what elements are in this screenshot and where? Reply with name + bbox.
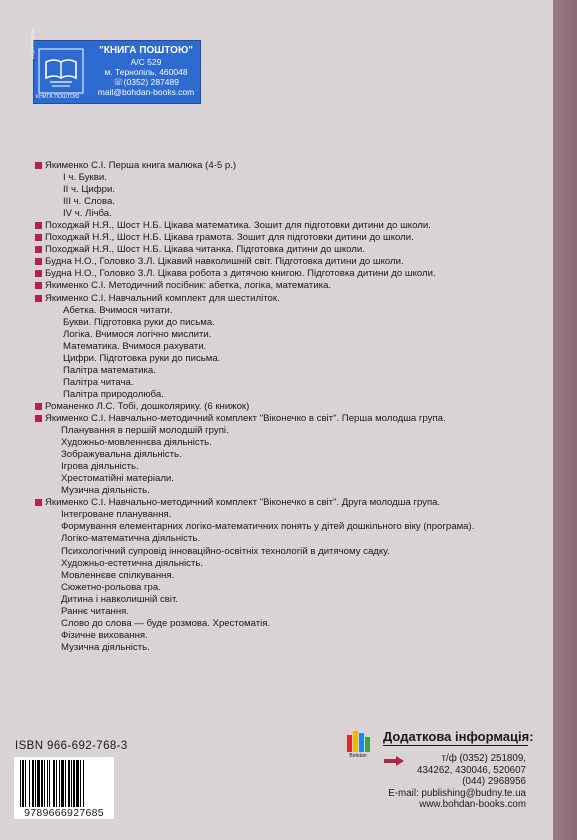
barcode-bar xyxy=(49,760,50,808)
barcode-number: 9789666927685 xyxy=(14,807,114,819)
contact-line: E-mail: publishing@budny.te.ua xyxy=(388,787,526,799)
sub-list-item: Інтегроване планування. xyxy=(61,509,172,521)
barcode-bar xyxy=(25,760,26,808)
sub-list-item: Планування в першій молодшій групі. xyxy=(61,425,229,437)
sub-list-item: ІІ ч. Цифри. xyxy=(63,184,116,196)
barcode-bar xyxy=(20,760,21,808)
contact-line: т/ф (0352) 251809, xyxy=(441,753,526,764)
barcode-bar xyxy=(56,760,57,808)
barcode-bar xyxy=(41,760,43,808)
sub-list-item: Психологічний супровід інноваційно-освітніх технологій в дитячому садку. xyxy=(61,545,390,557)
sub-list-item: ІІІ ч. Слова. xyxy=(63,196,115,208)
sub-list-item: Дитина і навколишній світ. xyxy=(61,593,178,605)
stamp-line-2: м. Тернопіль, 460048 xyxy=(104,67,188,77)
barcode-bar xyxy=(22,760,24,808)
sub-list-item: Сюжетно-рольова гра. xyxy=(61,581,161,593)
barcode-bar xyxy=(29,760,30,808)
barcode-bar xyxy=(44,760,45,808)
barcode-bar xyxy=(47,760,48,808)
mail-order-stamp xyxy=(30,28,201,104)
barcode-bar xyxy=(37,760,40,808)
sub-list-item: Музична діяльність. xyxy=(61,641,150,653)
list-item: Будна Н.О., Головко З.Л. Цікава робота з дитячою книгою. Підготовка дитини до школи. xyxy=(35,268,555,280)
book-list xyxy=(35,160,555,654)
sub-list-item: Палітра природолюба. xyxy=(63,388,164,400)
stamp-address xyxy=(92,45,200,97)
barcode-bar xyxy=(61,760,64,808)
info-title: Додаткова інформація: xyxy=(383,729,534,744)
sub-list-item: Художньо-мовленнєва діяльність. xyxy=(61,437,212,449)
sub-list-item: Палітра читача. xyxy=(63,376,134,388)
publisher-logo-icon xyxy=(344,726,372,758)
list-item: Якименко С.І. Навчально-методичний комплект "Віконечко в світ". Друга молодша група. xyxy=(35,497,555,509)
stamp-side-text: ВИДАВНИЦТВО xyxy=(30,28,35,59)
sub-list-item: Формування елементарних логіко-математичних понять у дітей дошкільного віку (програма). xyxy=(61,521,475,533)
barcode-bar xyxy=(80,760,81,808)
barcode-bar xyxy=(76,760,79,808)
stamp-line-3: ☏(0352) 287489 xyxy=(113,77,179,87)
barcode-bar xyxy=(73,760,75,808)
sub-list-item: Цифри. Підготовка руки до письма. xyxy=(63,352,221,364)
contact-line: 434262, 430046, 520607 xyxy=(417,764,526,776)
stamp-title: "КНИГА ПОШТОЮ" xyxy=(99,45,193,56)
sub-list-item: Музична діяльність. xyxy=(61,485,150,497)
barcode-bar xyxy=(32,760,34,808)
list-item: Походжай Н.Я., Шост Н.Б. Цікава математика. Зошит для підготовки дитини до школи. xyxy=(35,220,555,232)
list-item: Якименко С.І. Навчальний комплект для шестиліток. xyxy=(35,293,555,305)
isbn: ISBN 966-692-768-3 xyxy=(15,740,128,752)
barcode xyxy=(14,757,114,812)
sub-list-item: Математика. Вчимося рахувати. xyxy=(63,340,207,352)
sub-list-item: Букви. Підготовка руки до письма. xyxy=(63,316,215,328)
sub-list-item: Логіка. Вчимося логічно мислити. xyxy=(63,328,212,340)
list-item: Походжай Н.Я., Шост Н.Б. Цікава грамота. Зошит для підготовки дитини до школи. xyxy=(35,232,555,244)
sub-list-item: І ч. Букви. xyxy=(63,172,107,184)
stamp-line-4: mail@bohdan-books.com xyxy=(97,87,195,97)
stamp-line-1: А/С 529 xyxy=(130,57,162,67)
info-divider xyxy=(383,745,528,746)
sub-list-item: Фізичне виховання. xyxy=(61,629,148,641)
sub-list-item: Абетка. Вчимося читати. xyxy=(63,304,173,316)
sub-list-item: Художньо-естетична діяльність. xyxy=(61,557,204,569)
barcode-bar xyxy=(83,760,84,808)
list-item: Походжай Н.Я., Шост Н.Б. Цікава читанка. Підготовка дитини до школи. xyxy=(35,244,555,256)
stamp-logo-text: КНИГА ПОШТОЮ xyxy=(36,94,80,100)
contact-info xyxy=(370,753,526,811)
list-item: Якименко С.І. Навчально-методичний комплект "Віконечко в світ". Перша молодша група. xyxy=(35,413,555,425)
publisher-logo-text: Bohdan xyxy=(349,753,367,758)
list-item: Будна Н.О., Головко З.Л. Цікавий навколишній світ. Підготовка дитини до школи. xyxy=(35,256,555,268)
contact-line: (044) 2968956 xyxy=(462,776,526,788)
list-item: Якименко С.І. Перша книга малюка (4-5 р.) xyxy=(35,160,555,172)
barcode-bar xyxy=(53,760,55,808)
sub-list-item: Хрестоматійні матеріали. xyxy=(61,473,174,485)
sub-list-item: Ігрова діяльність. xyxy=(61,461,139,473)
sub-list-item: Палітра математика. xyxy=(63,364,156,376)
sub-list-item: Зображувальна діяльність. xyxy=(61,449,182,461)
list-item: Якименко С.І. Методичний посібник: абетка, логіка, математика. xyxy=(35,280,555,292)
barcode-bar xyxy=(71,760,72,808)
barcode-bar xyxy=(59,760,60,808)
barcode-bar xyxy=(68,760,70,808)
book-icon xyxy=(38,48,84,94)
contact-line: www.bohdan-books.com xyxy=(419,799,526,811)
sub-list-item: Раннє читання. xyxy=(61,605,130,617)
list-item: Романенко Л.С. Тобі, дошколярику. (6 книжок) xyxy=(35,401,555,413)
barcode-bar xyxy=(35,760,36,808)
sub-list-item: IV ч. Лічба. xyxy=(63,208,112,220)
sub-list-item: Мовленнєве спілкування. xyxy=(61,569,175,581)
book-spine xyxy=(553,0,577,840)
sub-list-item: Слово до слова — буде розмова. Хрестоматія. xyxy=(61,617,271,629)
barcode-bar xyxy=(65,760,66,808)
sub-list-item: Логіко-математична діяльність. xyxy=(61,533,201,545)
